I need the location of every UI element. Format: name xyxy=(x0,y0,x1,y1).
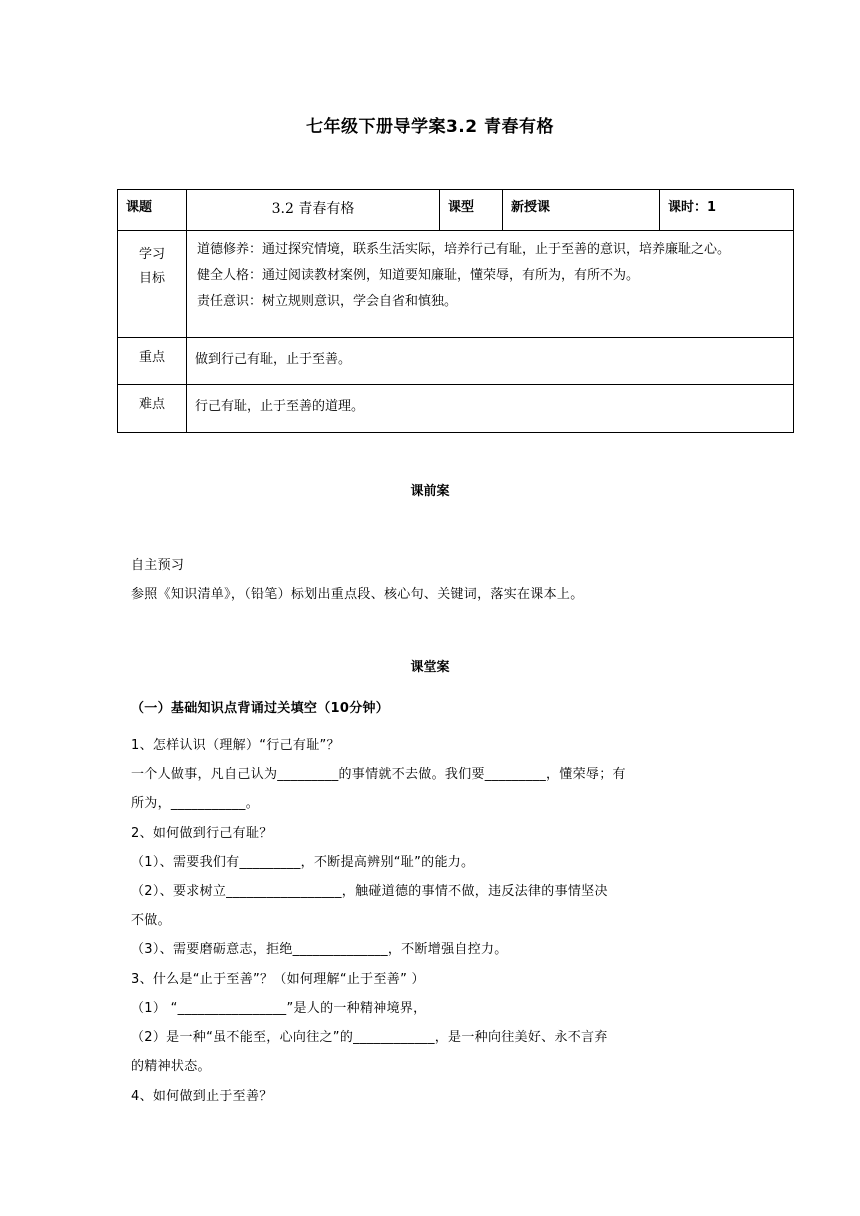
topic-value: 3.2 青春有格 xyxy=(187,190,440,231)
document-title: 七年级下册导学案3.2 青春有格 xyxy=(305,117,555,137)
question-line: （2）是一种“虽不能至，心向往之”的____________，是一种向往美好、永不言弃 xyxy=(131,1030,608,1045)
hours-value: 课时：1 xyxy=(660,190,794,231)
question-line: （1） “________________”是人的一种精神境界， xyxy=(131,1001,427,1016)
goal-item: 道德修养：通过探究情境，联系生活实际，培养行己有耻，止于至善的意识，培养廉耻之心。 xyxy=(197,242,731,257)
topic-label: 课题 xyxy=(118,190,187,231)
table-row-goals xyxy=(118,231,794,338)
table-row-header xyxy=(118,190,794,231)
goals-content xyxy=(187,231,794,338)
type-label: 课型 xyxy=(440,190,503,231)
in-class-heading: 课堂案 xyxy=(410,660,450,675)
question-line: 一个人做事，凡自己认为_________的事情就不去做。我们要_________，懂荣辱；有 xyxy=(131,767,626,782)
difficulty-label: 难点 xyxy=(118,385,187,433)
question-line: （1）、需要我们有_________，不断提高辨别“耻”的能力。 xyxy=(131,855,475,870)
question-line: 所为，___________。 xyxy=(131,796,259,811)
question-line: 的精神状态。 xyxy=(131,1059,211,1074)
self-study-label: 自主预习 xyxy=(131,558,185,573)
question-line: 1、怎样认识（理解）“行己有耻”？ xyxy=(131,738,340,753)
type-value: 新授课 xyxy=(503,190,660,231)
question-line: （2）、要求树立_________________，触碰道德的事情不做，违反法律的事情坚决 xyxy=(131,884,608,899)
difficulty-value: 行己有耻，止于至善的道理。 xyxy=(187,385,794,433)
goal-item: 健全人格：通过阅读教材案例，知道要知廉耻，懂荣辱，有所为，有所不为。 xyxy=(197,268,640,283)
key-point-label: 重点 xyxy=(118,338,187,385)
pre-class-heading: 课前案 xyxy=(410,484,450,499)
goals-label-line2: 目标 xyxy=(138,271,165,286)
question-line: 2、如何做到行己有耻？ xyxy=(131,826,273,841)
question-line: 不做。 xyxy=(131,913,171,928)
lesson-info-table xyxy=(117,189,794,433)
question-line: 3、什么是“止于至善”？（如何理解“止于至善” ） xyxy=(131,972,425,987)
goal-item: 责任意识：树立规则意识，学会自省和慎独。 xyxy=(197,294,458,309)
section-one-heading: （一）基础知识点背诵过关填空（10分钟） xyxy=(131,701,390,716)
table-row-difficulty xyxy=(118,385,794,433)
key-point-value: 做到行己有耻，止于至善。 xyxy=(187,338,794,385)
question-line: （3）、需要磨砺意志，拒绝______________，不断增强自控力。 xyxy=(131,942,508,957)
question-line: 4、如何做到止于至善？ xyxy=(131,1089,273,1104)
table-row-key xyxy=(118,338,794,385)
goals-label xyxy=(118,231,187,338)
self-study-text: 参照《知识清单》，（铅笔）标划出重点段、核心句、关键词，落实在课本上。 xyxy=(131,587,584,602)
goals-label-line1: 学习 xyxy=(138,247,165,262)
